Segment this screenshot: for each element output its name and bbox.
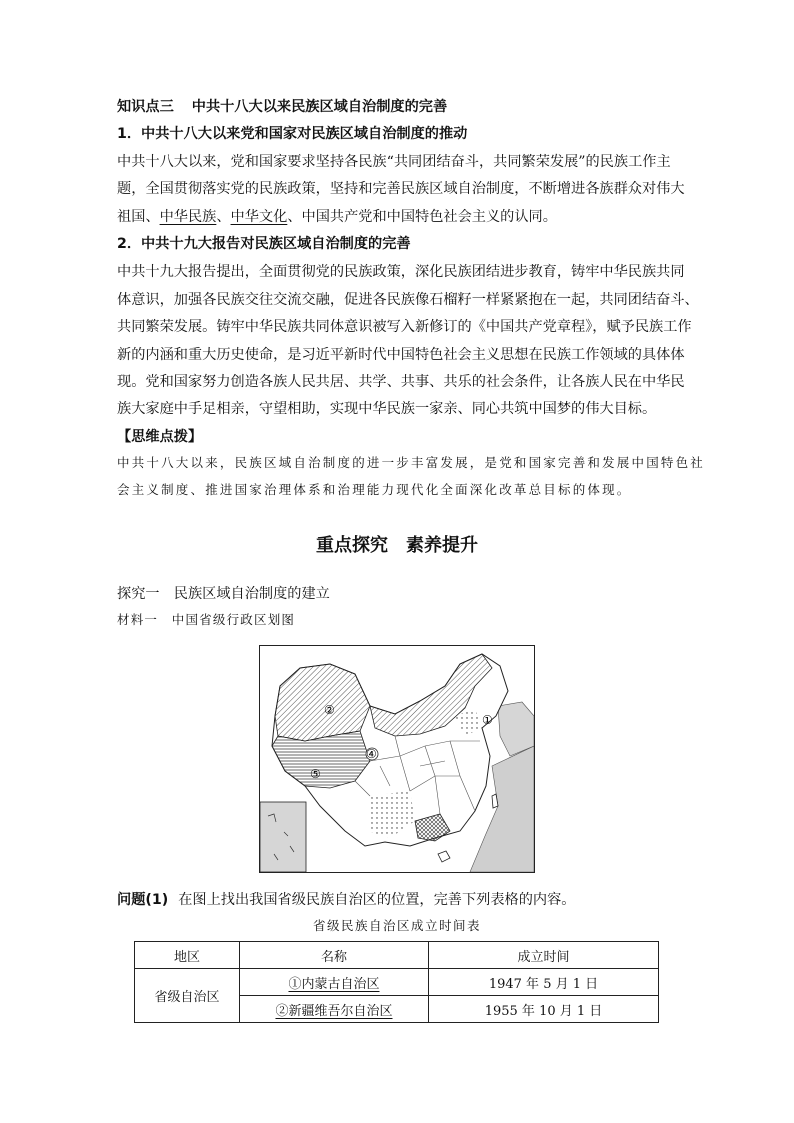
map-label-5: ⑤	[310, 767, 321, 781]
subheading-2: 2．中共十九大报告对民族区域自治制度的完善	[117, 236, 411, 252]
underlined-term-nation: 中华民族	[159, 209, 217, 225]
question-line	[117, 889, 575, 909]
table-cell-name	[240, 969, 429, 996]
table-cell-date: 1947 年 5 月 1 日	[429, 969, 659, 996]
paragraph-1-line-3	[117, 206, 557, 226]
part-heading-left: 重点探究	[316, 535, 388, 556]
material-title: 材料一 中国省级行政区划图	[117, 612, 296, 627]
china-map	[259, 645, 535, 873]
region-xinjiang	[275, 664, 370, 741]
paragraph-2-line-3: 共同繁荣发展。铸牢中华民族共同体意识被写入新修订的《中国共产党章程》，赋予民族工作	[117, 319, 692, 335]
paragraph-2-line-1: 中共十九大报告提出，全面贯彻党的民族政策，深化民族团结进步教育，铸牢中华民族共同	[117, 264, 685, 280]
tip-line-2: 会主义制度、推进国家治理体系和治理能力现代化全面深化改革总目标的体现。	[117, 482, 632, 497]
table-header-row	[135, 942, 659, 969]
paragraph-2-line-6: 族大家庭中手足相亲，守望相助，实现中华民族一家亲、同心共筑中国梦的伟大目标。	[117, 401, 657, 417]
region-name: ①内蒙古自治区	[288, 976, 380, 992]
paragraph-2-line-5: 现。党和国家努力创造各族人民共居、共学、共事、共乐的社会条件，让各族人民在中华民	[117, 374, 685, 390]
underlined-term-culture: 中华文化	[230, 209, 288, 225]
region-name: ②新疆维吾尔自治区	[275, 1003, 393, 1019]
tip-line-1: 中共十八大以来，民族区域自治制度的进一步丰富发展，是党和国家完善和发展中国特色社	[117, 455, 706, 470]
neighbour-area	[498, 702, 534, 756]
text-fragment: 、	[216, 209, 231, 225]
autonomous-region-table	[134, 941, 659, 1023]
subheading-1: 1．中共十八大以来党和国家对民族区域自治制度的推动	[117, 126, 468, 142]
tip-label: 【思维点拨】	[117, 429, 203, 445]
map-label-1: ①	[482, 713, 493, 727]
part-heading-right: 素养提升	[406, 535, 478, 556]
section-number: 知识点三	[117, 99, 174, 115]
paragraph-1-line-2: 题，全国贯彻落实党的民族政策，坚持和完善民族区域自治制度，不断增进各族群众对伟大	[117, 181, 685, 197]
paragraph-2-line-2: 体意识，加强各民族交往交流交融，促进各民族像石榴籽一样紧紧抱在一起，共同团结奋斗、	[117, 292, 699, 308]
section-title: 中共十八大以来民族区域自治制度的完善	[191, 99, 448, 115]
table-header: 成立时间	[429, 942, 659, 969]
question-label: 问题(1)	[117, 892, 169, 908]
section-heading	[117, 96, 447, 116]
hainan-island	[438, 851, 450, 862]
part-heading	[0, 531, 794, 557]
map-label-2: ②	[324, 703, 335, 717]
table-cell-name	[240, 996, 429, 1023]
table-header: 名称	[240, 942, 429, 969]
paragraph-1-line-1: 中共十八大以来，党和国家要求坚持各民族“共同团结奋斗，共同繁荣发展”的民族工作主	[117, 154, 671, 170]
table-cell-date: 1955 年 10 月 1 日	[429, 996, 659, 1023]
question-text: 在图上找出我国省级民族自治区的位置，完善下列表格的内容。	[178, 892, 576, 908]
paragraph-2-line-4: 新的内涵和重大历史使命，是习近平新时代中国特色社会主义思想在民族工作领域的具体体	[117, 347, 685, 363]
table-row	[135, 969, 659, 996]
south-sea-inset	[260, 802, 306, 872]
region-tibet	[272, 731, 370, 788]
table-header: 地区	[135, 942, 240, 969]
explore-title: 探究一 民族区域自治制度的建立	[117, 586, 330, 602]
table-cell-region: 省级自治区	[135, 969, 240, 1023]
text-fragment: 祖国、	[117, 209, 160, 225]
china-map-figure	[260, 646, 534, 872]
text-fragment: 、中国共产党和中国特色社会主义的认同。	[287, 209, 557, 225]
table-caption: 省级民族自治区成立时间表	[312, 918, 481, 933]
map-label-4: ④	[366, 747, 377, 761]
